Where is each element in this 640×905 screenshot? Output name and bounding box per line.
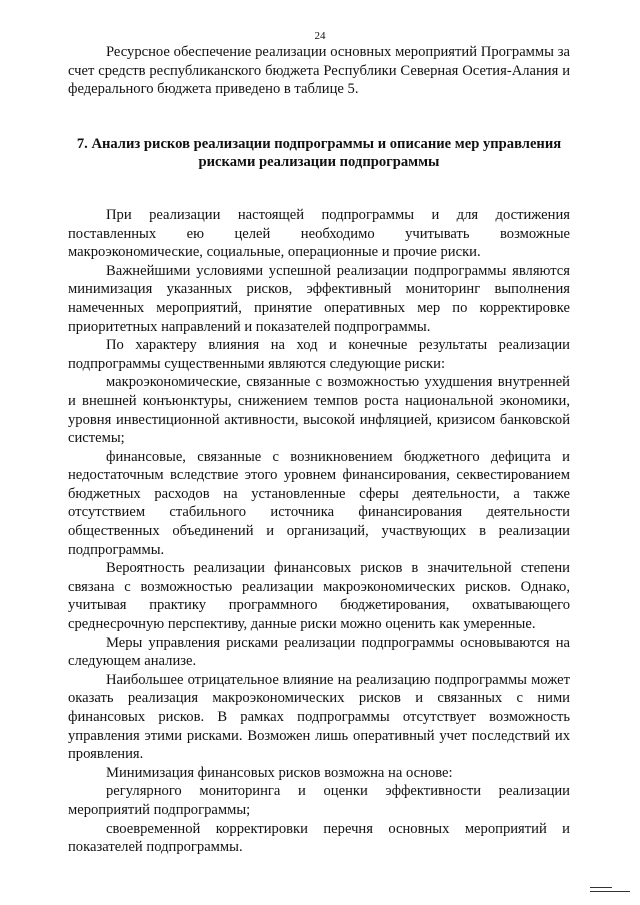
section-paragraph: По характеру влияния на ход и конечные результаты реализации подпрограммы существенными являются следующие риски: <box>68 337 570 372</box>
footer-rule-marks <box>590 887 630 897</box>
section-heading: 7. Анализ рисков реализации подпрограммы и описание мер управления рисками реализации подпрограммы <box>76 135 562 171</box>
risk-item-financial: финансовые, связанные с возникновением бюджетного дефицита и недостаточным вследствие этого уровнем финансирования, секвестированием бюджетных расходов на установленные сферы деятельности, а также отсутствием стабильного источника финансирования деятельности общественных объединений и организаций, участвующих в реализации подпрограммы. <box>68 448 570 558</box>
section-paragraph: Минимизация финансовых рисков возможна на основе: <box>106 764 453 781</box>
section-body <box>68 206 570 857</box>
footer-rule <box>590 887 612 888</box>
page-number: 24 <box>314 30 326 42</box>
section-paragraph: Наибольшее отрицательное влияние на реализацию подпрограммы может оказать реализация макроэкономических рисков и связанных с ними финансовых рисков. В рамках подпрограммы отсутствует возможность управления этими рисками. Возможен лишь оперативный учет последствий их проявления. <box>68 671 570 763</box>
section-paragraph: Важнейшими условиями успешной реализации подпрограммы являются минимизация указанных рисков, эффективный мониторинг выполнения намеченных мероприятий, принятие оперативных мер по корректировке приоритетных направлений и показателей подпрограммы. <box>68 262 570 335</box>
measure-item-correction: своевременной корректировки перечня основных мероприятий и показателей подпрограммы. <box>68 820 570 856</box>
intro-paragraph: Ресурсное обеспечение реализации основных мероприятий Программы за счет средств республиканского бюджета Республики Северная Осетия-Алания и федерального бюджета приведено в таблице 5. <box>68 44 570 98</box>
measure-item-monitoring: регулярного мониторинга и оценки эффективности реализации мероприятий подпрограммы; <box>68 783 570 818</box>
section-paragraph: Меры управления рисками реализации подпрограммы основываются на следующем анализе. <box>68 634 570 670</box>
page-content <box>68 43 570 857</box>
footer-rule <box>590 891 630 892</box>
section-paragraph: Вероятность реализации финансовых рисков в значительной степени связана с возможностью реализации макроэкономических рисков. Однако, учитывая практику программного бюджетирования, охватывающего среднесрочную перспективу, данные риски можно оценить как умеренные. <box>68 560 570 633</box>
section-paragraph: При реализации настоящей подпрограммы и для достижения поставленных ею целей необходимо учитывать возможные макроэкономические, социальные, операционные и прочие риски. <box>68 206 570 261</box>
risk-item-macroeconomic: макроэкономические, связанные с возможностью ухудшения внутренней и внешней конъюнктуры, снижением темпов роста национальной экономики, уровня инвестиционной активности, высокой инфляцией, кризисом банковской системы; <box>68 374 570 447</box>
